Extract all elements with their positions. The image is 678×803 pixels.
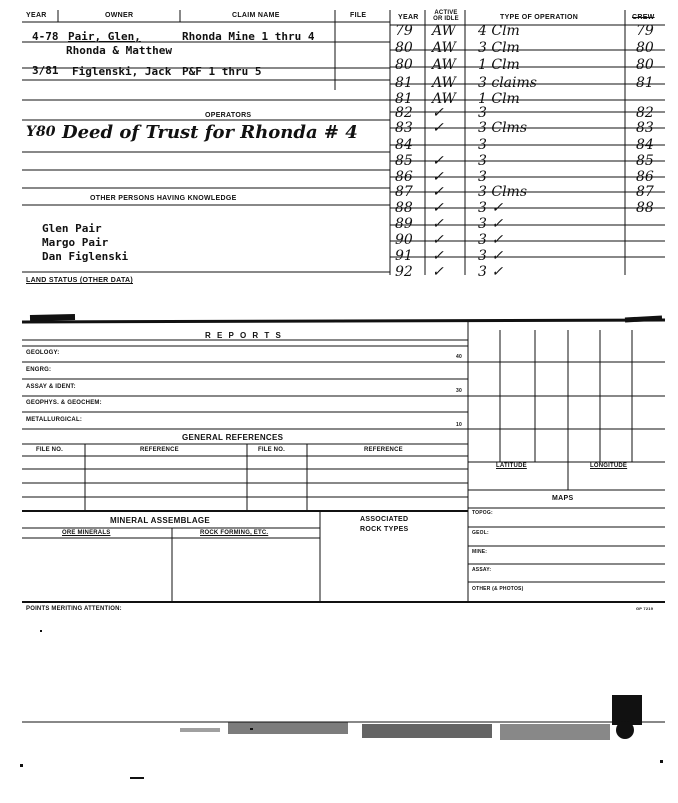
activity-status: AW <box>432 91 456 107</box>
maps-other: OTHER (& PHOTOS) <box>472 586 524 592</box>
mineral-assemblage-title: MINERAL ASSEMBLAGE <box>110 516 211 525</box>
claim-owner-1: Pair, Glen, <box>68 30 141 43</box>
activity-year: 80 <box>395 40 413 56</box>
engrg-label: ENGRG: <box>26 367 52 373</box>
activity-status: ✓ <box>432 216 444 232</box>
activity-year: 87 <box>395 184 413 200</box>
activity-crew: 88 <box>636 200 654 216</box>
header-crew: CREW <box>632 14 655 21</box>
claim-owner-2: Rhonda & Matthew <box>66 44 172 57</box>
geology-number: 40 <box>456 354 462 360</box>
activity-year: 81 <box>395 75 413 91</box>
header-type-of-operation: TYPE OF OPERATION <box>500 14 579 21</box>
activity-type: 3 claims <box>478 75 537 91</box>
activity-type: 3 ✓ <box>478 264 504 280</box>
activity-crew: 84 <box>636 137 654 153</box>
claim-name-3: P&F 1 thru 5 <box>182 65 262 78</box>
activity-type: 1 Clm <box>478 57 520 73</box>
activity-status: ✓ <box>432 105 444 121</box>
person-3: Dan Figlenski <box>42 250 129 263</box>
activity-year: 86 <box>395 169 413 185</box>
activity-status: AW <box>432 40 456 56</box>
activity-type: 1 Clm <box>478 91 520 107</box>
associated-label: ASSOCIATED <box>360 516 409 523</box>
activity-year: 83 <box>395 120 413 136</box>
activity-status: ✓ <box>432 184 444 200</box>
ore-minerals-header: ORE MINERALS <box>62 530 111 536</box>
activity-type: 4 Clm <box>478 23 520 39</box>
maps-title: MAPS <box>552 495 574 502</box>
claim-name-1: Rhonda Mine 1 thru 4 <box>182 30 315 43</box>
header-owner: OWNER <box>105 12 134 19</box>
activity-year: 88 <box>395 200 413 216</box>
activity-type: 3 ✓ <box>478 200 504 216</box>
activity-status: ✓ <box>432 232 444 248</box>
general-references-title: GENERAL REFERENCES <box>182 433 284 442</box>
header-claim-name: CLAIM NAME <box>232 12 280 19</box>
maps-topog: TOPOG: <box>472 510 493 516</box>
maps-mine: MINE: <box>472 549 488 555</box>
land-status-label: LAND STATUS (OTHER DATA) <box>26 277 134 284</box>
activity-status: ✓ <box>432 153 444 169</box>
reference-header-2: REFERENCE <box>364 447 403 453</box>
activity-crew: 86 <box>636 169 654 185</box>
header-year-2: YEAR <box>398 14 419 21</box>
longitude-label: LONGITUDE <box>590 463 628 469</box>
activity-type: 3 Clms <box>478 184 528 200</box>
activity-type: 3 ✓ <box>478 232 504 248</box>
metallurgical-number: 10 <box>456 422 462 428</box>
activity-crew: 79 <box>636 23 654 39</box>
person-1: Glen Pair <box>42 222 102 235</box>
header-file: FILE <box>350 12 367 19</box>
maps-geol: GEOL: <box>472 530 489 536</box>
file-no-header: FILE NO. <box>36 447 63 453</box>
activity-year: 84 <box>395 137 413 153</box>
operator-note-year: Y80 <box>26 124 56 140</box>
activity-crew: 80 <box>636 40 654 56</box>
assay-label: ASSAY & IDENT: <box>26 384 76 390</box>
reference-header: REFERENCE <box>140 447 179 453</box>
activity-crew: 87 <box>636 184 654 200</box>
activity-type: 3 Clm <box>478 40 520 56</box>
activity-type: 3 <box>478 105 487 121</box>
activity-status: ✓ <box>432 120 444 136</box>
activity-status: AW <box>432 75 456 91</box>
latitude-label: LATITUDE <box>496 463 527 469</box>
activity-status: ✓ <box>432 200 444 216</box>
activity-year: 85 <box>395 153 413 169</box>
header-year: YEAR <box>26 12 47 19</box>
claim-year-1: 4-78 <box>32 30 59 43</box>
reports-title: R E P O R T S <box>205 331 283 340</box>
activity-status: AW <box>432 23 456 39</box>
metallurgical-label: METALLURGICAL: <box>26 417 83 423</box>
maps-assay: ASSAY: <box>472 567 492 573</box>
activity-crew: 80 <box>636 57 654 73</box>
operators-title: OPERATORS <box>205 112 252 119</box>
points-meriting-attention: POINTS MERITING ATTENTION: <box>26 606 122 612</box>
claim-owner-3: Figlenski, Jack <box>72 65 172 78</box>
operator-note-text: Deed of Trust for Rhonda # 4 <box>62 122 358 143</box>
activity-crew: 82 <box>636 105 654 121</box>
activity-year: 79 <box>395 23 413 39</box>
activity-type: 3 ✓ <box>478 216 504 232</box>
activity-type: 3 <box>478 169 487 185</box>
activity-year: 91 <box>395 248 413 264</box>
assay-number: 30 <box>456 388 462 394</box>
activity-status: ✓ <box>432 264 444 280</box>
activity-year: 80 <box>395 57 413 73</box>
geophys-label: GEOPHYS. & GEOCHEM: <box>26 400 102 406</box>
activity-type: 3 ✓ <box>478 248 504 264</box>
person-2: Margo Pair <box>42 236 109 249</box>
form-number: GP 7219 <box>636 606 654 611</box>
activity-type: 3 <box>478 153 487 169</box>
file-no-header-2: FILE NO. <box>258 447 285 453</box>
claim-year-3: 3/81 <box>32 64 59 77</box>
activity-year: 82 <box>395 105 413 121</box>
rock-forming-header: ROCK FORMING, ETC. <box>200 530 269 536</box>
activity-type: 3 <box>478 137 487 153</box>
activity-status: ✓ <box>432 169 444 185</box>
activity-status: ✓ <box>432 248 444 264</box>
activity-status: AW <box>432 57 456 73</box>
activity-crew: 81 <box>636 75 654 91</box>
activity-year: 89 <box>395 216 413 232</box>
header-active-or-idle: ACTIVE OR IDLE <box>433 10 459 22</box>
activity-year: 92 <box>395 264 413 280</box>
activity-year: 90 <box>395 232 413 248</box>
activity-year: 81 <box>395 91 413 107</box>
activity-crew: 83 <box>636 120 654 136</box>
activity-crew: 85 <box>636 153 654 169</box>
other-persons-title: OTHER PERSONS HAVING KNOWLEDGE <box>90 195 237 202</box>
geology-label: GEOLOGY: <box>26 350 60 356</box>
rock-types-label: ROCK TYPES <box>360 526 409 533</box>
activity-type: 3 Clms <box>478 120 528 136</box>
